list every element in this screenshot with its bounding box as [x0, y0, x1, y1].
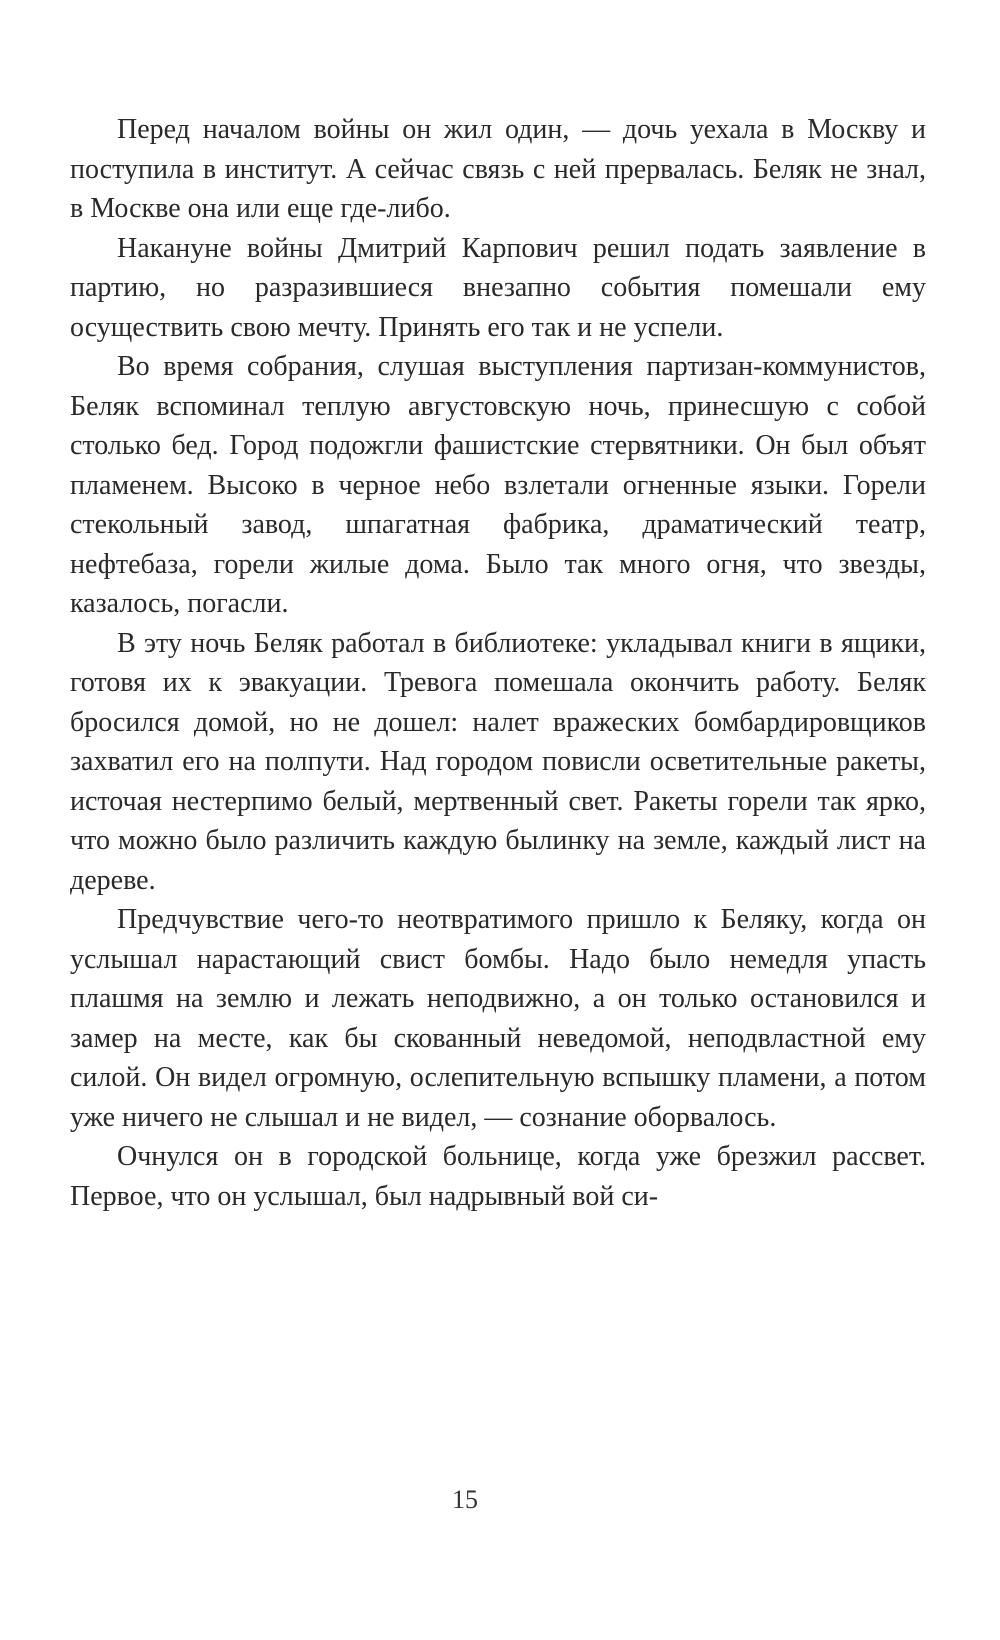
paragraph: В эту ночь Беляк работал в библиотеке: укладывал книги в ящики, готовя их к эвакуации. Тревога помешала окончить работу. Беляк бросился домой, но не дошел: налет вражеских бомбардировщиков захватил его на полпути. Над городом повисли осветительные ракеты, источая нестерпимо белый, мертвенный свет. Ракеты горели так ярко, что можно было различить каждую былинку на земле, каждый лист на дереве. — [70, 627, 926, 896]
paragraph: Очнулся он в городской больнице, когда уже брезжил рассвет. Первое, что он услышал, был надрывный вой си- — [70, 1141, 926, 1212]
paragraph: Во время собрания, слушая выступления партизан-коммунистов, Беляк вспоминал теплую августовскую ночь, принесшую с собой столько бед. Город подожгли фашистские стервятники. Он был объят пламенем. Высоко в черное небо взлетали огненные языки. Горели стекольный завод, шпагатная фабрика, драматический театр, нефтебаза, горели жилые дома. Было так много огня, что звезды, казалось, погасли. — [70, 351, 926, 619]
page-body — [70, 110, 926, 1216]
paragraph: Перед началом войны он жил один, — дочь уехала в Москву и поступила в институт. А сейчас связь с ней прервалась. Беляк не знал, в Москве она или еще где-либо. — [70, 114, 926, 224]
paragraph: Предчувствие чего-то неотвратимого пришло к Беляку, когда он услышал нарастающий свист бомбы. Надо было немедля упасть плашмя на землю и лежать неподвижно, а он только остановился и замер на месте, как бы скованный неведомой, неподвластной ему силой. Он видел огромную, ослепительную вспышку пламени, а потом уже ничего не слышал и не видел, — сознание оборвалось. — [70, 904, 926, 1133]
page-number: 15 — [452, 1485, 478, 1514]
paragraph: Накануне войны Дмитрий Карпович решил подать заявление в партию, но разразившиеся внезапно события помешали ему осуществить свою мечту. Принять его так и не успели. — [70, 232, 926, 343]
